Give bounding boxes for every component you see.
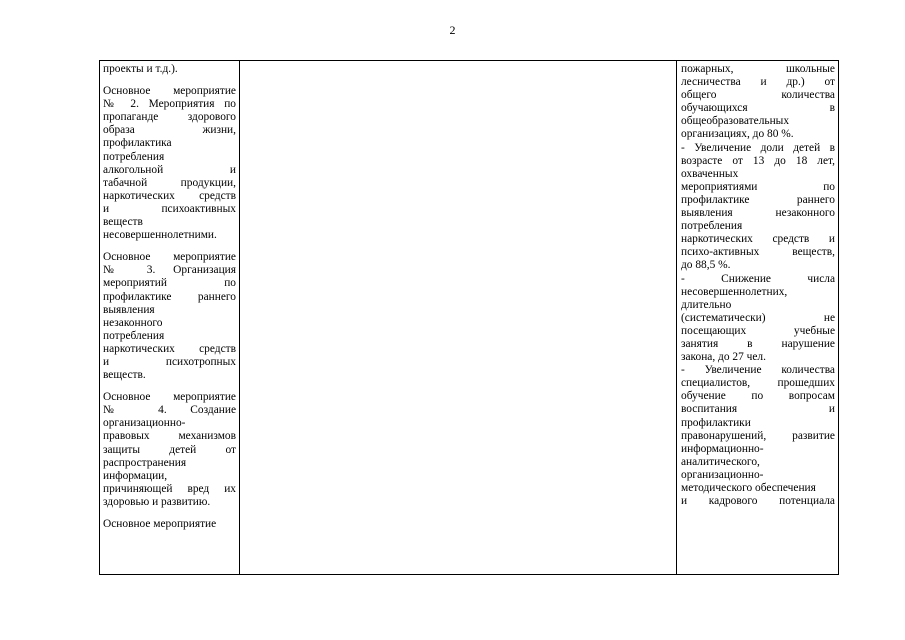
text-line: - Увеличение количества bbox=[681, 364, 835, 377]
text-line: выявления незаконного bbox=[681, 207, 835, 220]
text-line: распространения bbox=[103, 456, 187, 469]
text-line: профилактике раннего bbox=[103, 290, 236, 303]
text-line: причиняющей вред их bbox=[103, 482, 236, 495]
table-cell-left bbox=[100, 61, 240, 574]
text-line: посещающих учебные bbox=[681, 324, 835, 337]
text-line: организационно- bbox=[103, 417, 186, 430]
text-line: информационно- bbox=[681, 442, 764, 455]
left-paragraph bbox=[103, 85, 236, 242]
table-cell-right bbox=[677, 61, 838, 574]
text-line: здоровью и развитию. bbox=[103, 495, 211, 508]
text-line: (систематически) не bbox=[681, 311, 835, 324]
text-line: веществ. bbox=[103, 369, 146, 382]
text-line: веществ bbox=[103, 216, 143, 229]
text-line: методического обеспечения bbox=[681, 482, 816, 494]
text-line: наркотических средств bbox=[103, 342, 236, 355]
text-line: проекты и т.д.). bbox=[103, 63, 178, 75]
text-line: обучающихся в bbox=[681, 102, 835, 115]
text-line: аналитического, bbox=[681, 455, 760, 468]
text-line: табачной продукции, bbox=[103, 176, 236, 189]
text-line: алкогольной и bbox=[103, 163, 236, 176]
left-paragraph bbox=[103, 63, 236, 76]
text-line: - Снижение числа bbox=[681, 272, 835, 285]
text-line: Основное мероприятие bbox=[103, 85, 236, 98]
text-line: профилактики bbox=[681, 416, 751, 429]
text-line: № 4. Создание bbox=[103, 404, 236, 417]
text-line: профилактике раннего bbox=[681, 193, 835, 206]
text-line: профилактика bbox=[103, 137, 172, 150]
text-line: и психотропных bbox=[103, 355, 236, 368]
left-paragraph bbox=[103, 251, 236, 382]
content-table bbox=[99, 60, 839, 575]
text-line: несовершеннолетних, bbox=[681, 285, 788, 298]
text-line: закона, до 27 чел. bbox=[681, 351, 766, 364]
text-line: образа жизни, bbox=[103, 124, 236, 137]
text-line: наркотических средств и bbox=[681, 233, 835, 246]
text-line: информации, bbox=[103, 469, 168, 482]
text-line: организационно- bbox=[681, 468, 764, 481]
text-line: пропаганде здорового bbox=[103, 111, 236, 124]
text-line: специалистов, прошедших bbox=[681, 377, 835, 390]
text-line: Основное мероприятие bbox=[103, 518, 217, 530]
text-line: лесничества и др.) от bbox=[681, 76, 835, 89]
text-line: организациях, до 80 %. bbox=[681, 128, 794, 141]
text-line: возрасте от 13 до 18 лет, bbox=[681, 154, 835, 167]
text-line: правовых механизмов bbox=[103, 430, 236, 443]
text-line: № 3. Организация bbox=[103, 264, 236, 277]
text-line: - Увеличение доли детей в bbox=[681, 141, 835, 154]
text-line: потребления bbox=[681, 220, 743, 233]
text-line: охваченных bbox=[681, 167, 739, 180]
left-paragraph bbox=[103, 391, 236, 509]
text-line: незаконного bbox=[103, 316, 163, 329]
text-line: выявления bbox=[103, 303, 155, 316]
text-line: длительно bbox=[681, 298, 732, 311]
right-cell-text bbox=[681, 63, 835, 508]
text-line: до 88,5 %. bbox=[681, 259, 731, 272]
text-line: общеобразовательных bbox=[681, 115, 790, 128]
text-line: Основное мероприятие bbox=[103, 251, 236, 264]
text-line: потребления bbox=[103, 329, 165, 342]
text-line: Основное мероприятие bbox=[103, 391, 236, 404]
text-line: обучение по вопросам bbox=[681, 390, 835, 403]
text-line: мероприятий по bbox=[103, 277, 236, 290]
text-line: защиты детей от bbox=[103, 443, 236, 456]
page-number: 2 bbox=[449, 23, 456, 37]
text-line: несовершеннолетними. bbox=[103, 229, 217, 242]
table-cell-middle bbox=[240, 61, 677, 574]
text-line: № 2. Мероприятия по bbox=[103, 98, 236, 111]
text-line: занятия в нарушение bbox=[681, 337, 835, 350]
text-line: пожарных, школьные bbox=[681, 63, 835, 75]
text-line: и кадрового потенциала bbox=[681, 495, 835, 508]
text-line: общего количества bbox=[681, 89, 835, 102]
text-line: наркотических средств bbox=[103, 189, 236, 202]
text-line: правонарушений, развитие bbox=[681, 429, 835, 442]
text-line: и психоактивных bbox=[103, 202, 236, 215]
text-line: мероприятиями по bbox=[681, 180, 835, 193]
text-line: воспитания и bbox=[681, 403, 835, 416]
text-line: потребления bbox=[103, 150, 165, 163]
left-paragraph bbox=[103, 518, 236, 531]
text-line: психо-активных веществ, bbox=[681, 246, 835, 259]
